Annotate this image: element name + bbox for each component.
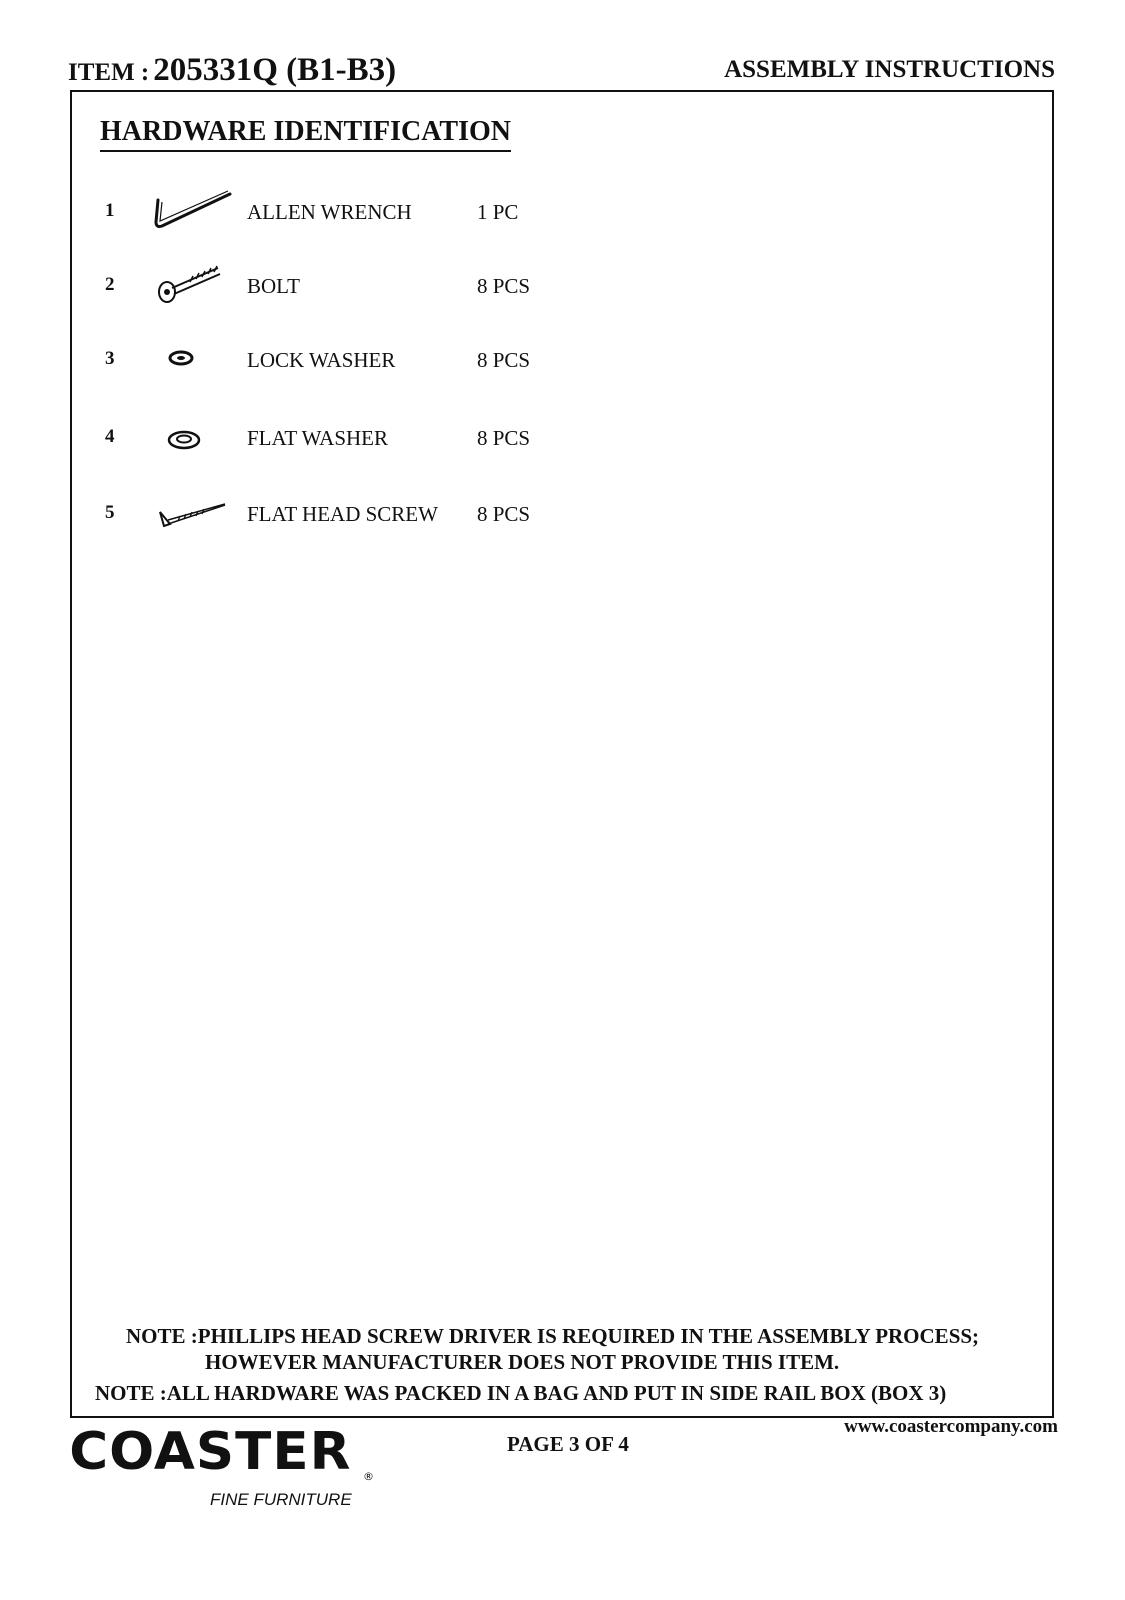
hardware-number: 1 — [105, 200, 115, 221]
section-title: HARDWARE IDENTIFICATION — [100, 116, 511, 152]
hardware-name: ALLEN WRENCH — [247, 200, 412, 224]
hardware-qty: 8 PCS — [477, 274, 531, 298]
hardware-name: FLAT WASHER — [247, 426, 389, 450]
hardware-number: 5 — [105, 502, 115, 523]
note-screwdriver: NOTE :PHILLIPS HEAD SCREW DRIVER IS REQUIRED IN THE ASSEMBLY PROCESS; — [126, 1324, 980, 1348]
hardware-qty: 8 PCS — [477, 348, 531, 372]
flat-head-screw-icon — [150, 490, 240, 540]
hardware-row — [100, 262, 580, 312]
coaster-logo: COASTER — [69, 1422, 352, 1482]
hardware-qty: 8 PCS — [477, 502, 531, 526]
hardware-qty: 1 PC — [477, 200, 519, 224]
hardware-row — [100, 188, 580, 238]
website-url: www.coastercompany.com — [844, 1416, 1058, 1437]
allen-wrench-icon — [150, 188, 240, 238]
hardware-number: 4 — [105, 426, 115, 447]
hardware-qty: 8 PCS — [477, 426, 531, 450]
hardware-name: LOCK WASHER — [247, 348, 396, 372]
document-type: ASSEMBLY INSTRUCTIONS — [724, 56, 1055, 83]
flat-washer-icon — [150, 414, 240, 464]
hardware-number: 3 — [105, 348, 115, 369]
note-hardware-packing: NOTE :ALL HARDWARE WAS PACKED IN A BAG AND PUT IN SIDE RAIL BOX (BOX 3) — [95, 1381, 947, 1405]
item-label: ITEM : — [68, 59, 150, 86]
hardware-row — [100, 490, 580, 540]
item-code: 205331Q (B1-B3) — [153, 52, 397, 88]
hardware-number: 2 — [105, 274, 115, 295]
bolt-icon — [150, 262, 240, 312]
hardware-name: FLAT HEAD SCREW — [247, 502, 438, 526]
hardware-row — [100, 414, 580, 464]
registered-mark: ® — [363, 1470, 374, 1483]
page-number: PAGE 3 OF 4 — [507, 1432, 629, 1456]
logo-tagline: FINE FURNITURE — [210, 1490, 352, 1509]
item-number — [68, 52, 396, 89]
lock-washer-icon — [150, 336, 240, 386]
note-screwdriver-cont: HOWEVER MANUFACTURER DOES NOT PROVIDE THIS ITEM. — [205, 1350, 840, 1374]
hardware-name: BOLT — [247, 274, 300, 298]
hardware-row — [100, 336, 580, 386]
